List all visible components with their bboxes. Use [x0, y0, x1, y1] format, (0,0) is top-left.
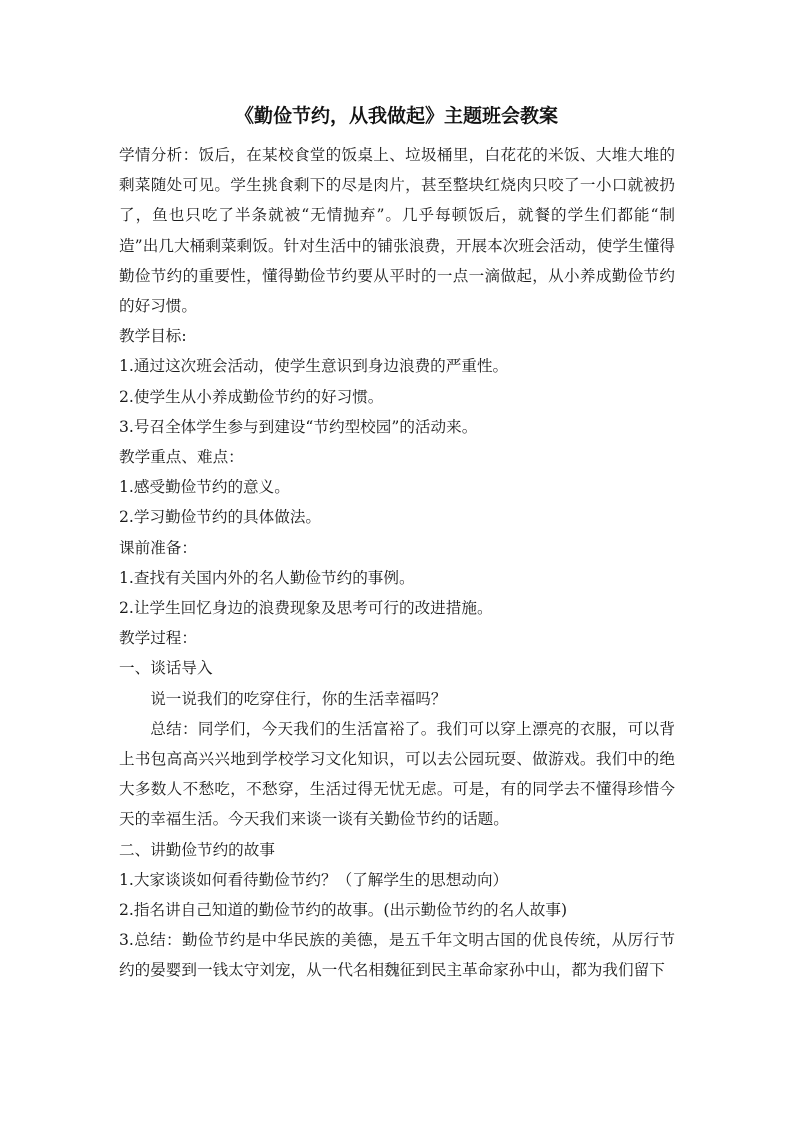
story-item-1: 1.大家谈谈如何看待勤俭节约？（了解学生的思想动向）	[119, 870, 509, 889]
document-body	[119, 140, 675, 986]
paragraph-summary-1: 总结：同学们，今天我们的生活富裕了。我们可以穿上漂亮的衣服，可以背上书包高高兴兴地到学校学习文化知识，可以去公园玩耍、做游戏。我们中的绝大多数人不愁吃，不愁穿，生活过得无忧无虑。可是，有的同学去不懂得珍惜今天的幸福生活。今天我们来谈一谈有关勤俭节约的话题。	[119, 719, 675, 829]
heading-key-points: 教学重点、难点：	[119, 448, 244, 467]
goal-item-1: 1.通过这次班会活动，使学生意识到身边浪费的严重性。	[119, 357, 509, 376]
goal-item-3: 3.号召全体学生参与到建设“节约型校园”的活动来。	[119, 417, 478, 436]
preparation-item-1: 1.查找有关国内外的名人勤俭节约的事例。	[119, 568, 415, 587]
section-heading-1: 一、谈话导入	[119, 659, 213, 678]
heading-teaching-process: 教学过程：	[119, 629, 197, 648]
key-point-item-1: 1.感受勤俭节约的意义。	[119, 478, 290, 497]
story-item-2: 2.指名讲自己知道的勤俭节约的故事。(出示勤俭节约的名人故事)	[119, 901, 568, 920]
section-heading-2: 二、讲勤俭节约的故事	[119, 840, 275, 859]
goal-item-2: 2.使学生从小养成勤俭节约的好习惯。	[119, 387, 384, 406]
document-title: 《勤俭节约，从我做起》主题班会教案	[234, 105, 558, 127]
heading-teaching-goals: 教学目标:	[119, 327, 187, 346]
story-item-3: 3.总结：勤俭节约是中华民族的美德，是五千年文明古国的优良传统，从厉行节约的晏婴到一钱太守刘宠，从一代名相魏征到民主革命家孙中山，都为我们留下	[119, 931, 675, 980]
preparation-item-2: 2.让学生回忆身边的浪费现象及思考可行的改进措施。	[119, 599, 493, 618]
heading-preparation: 课前准备：	[119, 538, 197, 557]
paragraph-situation-analysis: 学情分析：饭后，在某校食堂的饭桌上、垃圾桶里，白花花的米饭、大堆大堆的剩菜随处可见。学生挑食剩下的尽是肉片，甚至整块红烧肉只咬了一小口就被扔了，鱼也只吃了半条就被“无情抛弃”。几乎每顿饭后，就餐的学生们都能“制造”出几大桶剩菜剩饭。针对生活中的铺张浪费，开展本次班会活动，使学生懂得勤俭节约的重要性，懂得勤俭节约要从平时的一点一滴做起，从小养成勤俭节约的好习惯。	[119, 146, 675, 316]
key-point-item-2: 2.学习勤俭节约的具体做法。	[119, 508, 322, 527]
paragraph-question: 说一说我们的吃穿住行，你的生活幸福吗？	[150, 689, 447, 708]
